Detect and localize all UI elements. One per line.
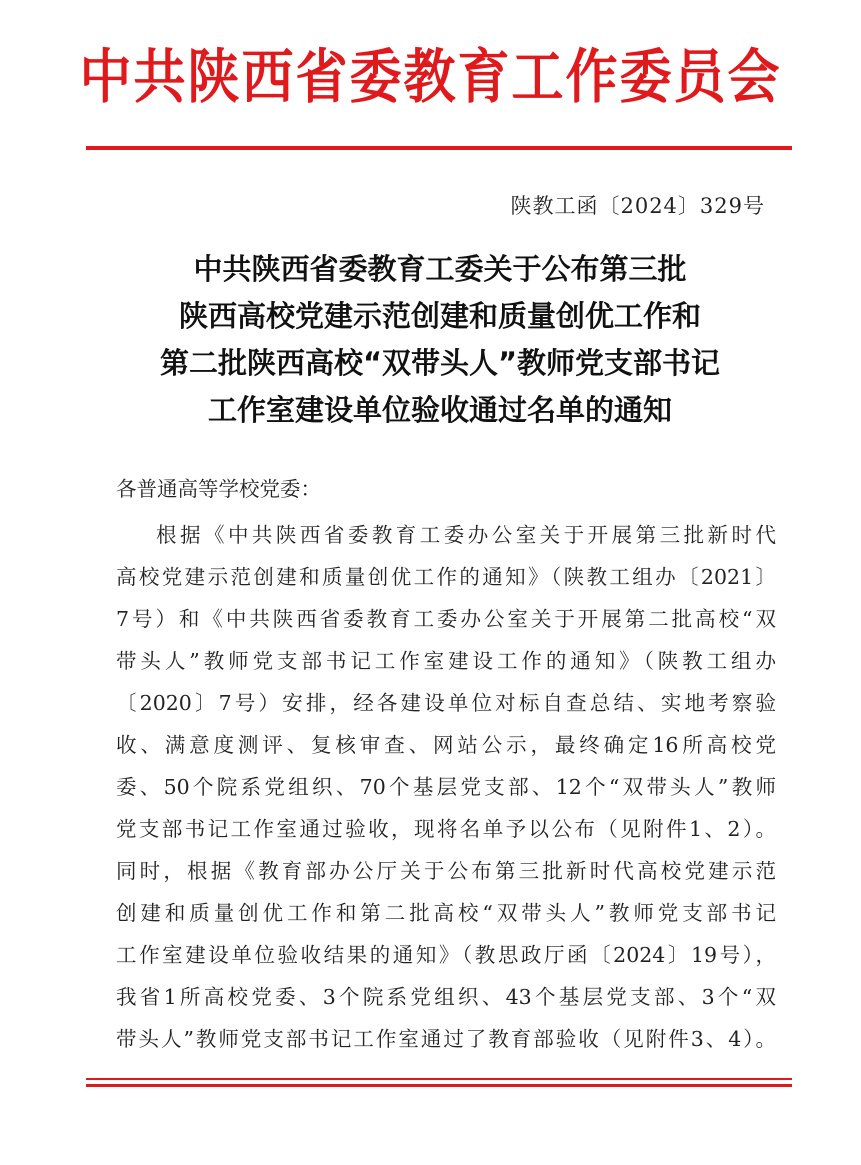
body-line: 高校党建示范创建和质量创优工作的通知》（陕教工组办〔2021〕 [116, 565, 776, 589]
salutation: 各普通高等学校党委： [116, 477, 321, 501]
document-title [100, 246, 780, 434]
body-line: 根据《中共陕西省委教育工委办公室关于开展第三批新时代 [156, 523, 776, 547]
body-line: 带头人”教师党支部书记工作室建设工作的通知》（陕教工组办 [116, 649, 776, 673]
footer-red-rule-thin [86, 1078, 792, 1080]
body-line: 党支部书记工作室通过验收，现将名单予以公布（见附件1、2）。 [116, 817, 776, 841]
body-line: 〔2020〕7号）安排，经各建设单位对标自查总结、实地考察验 [116, 691, 776, 715]
body-line: 创建和质量创优工作和第二批高校“双带头人”教师党支部书记 [116, 901, 776, 925]
masthead-red-rule [86, 146, 792, 150]
body-line: 委、50个院系党组织、70个基层党支部、12个“双带头人”教师 [116, 775, 776, 799]
document-number: 陕教工函〔2024〕329号 [510, 194, 765, 218]
body-line: 带头人”教师党支部书记工作室通过了教育部验收（见附件3、4）。 [116, 1027, 776, 1051]
document-title-line: 第二批陕西高校“双带头人”教师党支部书记 [159, 346, 721, 380]
masthead-org-name: 中共陕西省委教育工作委员会 [79, 43, 782, 112]
document-title-line: 陕西高校党建示范创建和质量创优工作和 [178, 299, 701, 333]
body-paragraph [116, 514, 776, 1060]
body-line: 工作室建设单位验收结果的通知》（教思政厅函〔2024〕19号）， [116, 943, 776, 967]
body-line: 我省1所高校党委、3个院系党组织、43个基层党支部、3个“双 [116, 985, 776, 1009]
body-line: 7号）和《中共陕西省委教育工委办公室关于开展第二批高校“双 [116, 607, 776, 631]
body-line: 收、满意度测评、复核审查、网站公示，最终确定16所高校党 [116, 733, 776, 757]
document-title-line: 中共陕西省委教育工委关于公布第三批 [193, 252, 687, 286]
document-title-line: 工作室建设单位验收通过名单的通知 [207, 393, 672, 427]
footer-red-rule-thick [86, 1084, 792, 1087]
body-line: 同时，根据《教育部办公厅关于公布第三批新时代高校党建示范 [116, 859, 776, 883]
